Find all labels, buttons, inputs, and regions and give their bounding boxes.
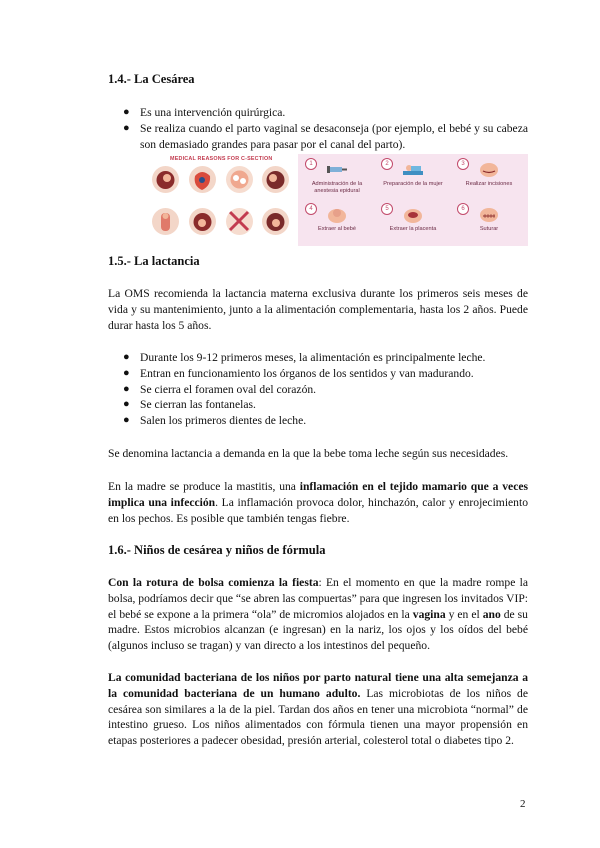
- bullet-icon: ●: [123, 121, 130, 134]
- procedure-step: [302, 201, 372, 245]
- list-item: ● Entran en funcionamiento los órganos de los sentidos y van madurando.: [123, 366, 474, 380]
- reason-circle-icon: [189, 166, 216, 193]
- list-item: ● Es una intervención quirúrgica.: [123, 106, 286, 119]
- step-number: 1: [305, 158, 317, 170]
- step-label: Extraer al bebé: [318, 226, 356, 232]
- placenta-icon: [402, 204, 424, 224]
- reason-circle-icon: [152, 166, 179, 193]
- lactancia-demanda-paragraph: Se denomina lactancia a demanda en la que la bebe toma leche según sus necesidades.: [108, 447, 509, 460]
- reason-circle-icon: [189, 208, 216, 235]
- list-item: ● Se realiza cuando el parto vaginal se desaconseja (por ejemplo, el bebé y su cabeza son demasiado grandes para pasar por el canal del parto).: [123, 121, 528, 151]
- reason-circle-icon: [226, 166, 253, 193]
- comunidad-bacteriana-paragraph: La comunidad bacteriana de los niños por parto natural tiene una alta semejanza a la comunidad bacteriana de un humano adulto. Las microbiotas de los niños de cesárea son similares a la de la piel. Tardan dos años en tener una microbiota “normal” de intestino grueso. Los niños alimentados con fórmula tienen una mayor propensión en etapas posteriores a padecer obesidad, presión arterial, colesterol total o diabetes tipo 2.: [108, 671, 528, 748]
- reason-circle-icon: [262, 166, 289, 193]
- bed-icon: [402, 159, 424, 179]
- c-section-illustration: [148, 154, 528, 246]
- procedure-step: [454, 201, 524, 245]
- step-number: 6: [457, 203, 469, 215]
- bullet-icon: ●: [123, 351, 130, 363]
- step-label: Administración de la anestesia epidural: [311, 181, 363, 194]
- procedure-steps-panel: [298, 154, 528, 246]
- section-heading-formula: 1.6.- Niños de cesárea y niños de fórmula: [108, 543, 326, 557]
- illustration-title: MEDICAL REASONS FOR C-SECTION: [170, 156, 273, 162]
- step-label: Extraer la placenta: [389, 226, 437, 232]
- lactancia-bullet-list: [108, 350, 528, 429]
- bullet-icon: ●: [123, 398, 130, 411]
- cesarea-bullet-list: [108, 105, 528, 152]
- step-label: Preparación de la mujer: [383, 181, 443, 187]
- section-heading-lactancia: 1.5.- La lactancia: [108, 254, 200, 268]
- procedure-step: [302, 156, 372, 200]
- rotura-bolsa-paragraph: Con la rotura de bolsa comienza la fiesta: En el momento en que la madre rompe la bolsa, podríamos decir que “se abren las compuertas” para que ingresen los invitados VIP: el bebé se expone a la primera “ola” de micromios alojados en la vagina y en el ano de su madre. Estos microbios alcanzan (e ingresan) en la nariz, los ojos y los oídos del bebé (algunos incluso se tragan) y van directo a los intestinos del pequeño.: [108, 576, 528, 653]
- step-number: 5: [381, 203, 393, 215]
- bullet-icon: ●: [123, 414, 130, 427]
- bullet-icon: ●: [123, 106, 130, 118]
- list-item: ● Durante los 9-12 primeros meses, la alimentación es principalmente leche.: [123, 351, 486, 364]
- baby-icon: [326, 204, 348, 224]
- section-heading-cesarea: 1.4.- La Cesárea: [108, 72, 195, 86]
- page-number: 2: [520, 798, 526, 810]
- procedure-step: [378, 156, 448, 200]
- incision-icon: [478, 159, 500, 179]
- list-item: ● Se cierran las fontanelas.: [123, 398, 256, 412]
- syringe-icon: [326, 159, 348, 179]
- list-item: ● Salen los primeros dientes de leche.: [123, 414, 307, 428]
- procedure-step: [378, 201, 448, 245]
- step-number: 4: [305, 203, 317, 215]
- step-label: Realizar incisiones: [465, 181, 513, 187]
- list-item: ● Se cierra el foramen oval del corazón.: [123, 382, 317, 396]
- lactancia-intro-paragraph: La OMS recomienda la lactancia materna exclusiva durante los primeros seis meses de vida y su mantenimiento, junto a la alimentación complementaria, hasta los 2 años. Puede durar hasta los 5 años.: [108, 287, 528, 332]
- step-label: Suturar: [479, 226, 499, 232]
- reason-circle-icon: [262, 208, 289, 235]
- step-number: 2: [381, 158, 393, 170]
- suture-icon: [478, 204, 500, 224]
- medical-reasons-panel: [148, 154, 298, 246]
- reason-circle-icon: [152, 208, 179, 235]
- procedure-step: [454, 156, 524, 200]
- mastitis-paragraph: En la madre se produce la mastitis, una inflamación en el tejido mamario que a veces implica una infección. La inflamación provoca dolor, hinchazón, calor y enrojecimiento en los pechos. Es posible que también tengas fiebre.: [108, 480, 528, 525]
- bullet-icon: ●: [123, 366, 130, 379]
- bullet-icon: ●: [123, 382, 130, 395]
- step-number: 3: [457, 158, 469, 170]
- reason-circle-icon: [226, 208, 253, 235]
